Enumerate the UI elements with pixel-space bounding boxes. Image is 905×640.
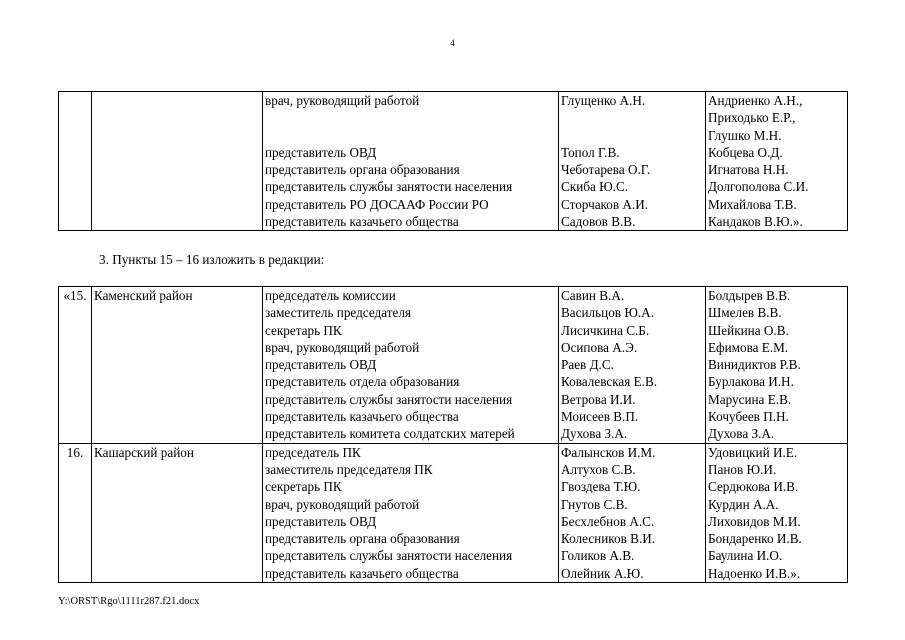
row-number: «15.: [63, 288, 87, 303]
role-line: представитель казачьего общества: [265, 565, 459, 581]
role-line: представитель службы занятости населения: [265, 548, 513, 564]
row-number-cell: [59, 443, 92, 582]
reserve-member-line: Михайлова Т.В.: [708, 196, 797, 212]
main-members-cell: [559, 443, 706, 582]
main-member-line: Моисеев В.П.: [561, 409, 639, 425]
role-line: председатель комиссии: [265, 288, 396, 303]
district-name: Каменский район: [94, 288, 193, 303]
reserve-members-cell: [706, 287, 848, 444]
main-member-line: Ковалевская Е.В.: [561, 374, 658, 390]
main-member-line: Лисичкина С.Б.: [561, 322, 650, 338]
main-member-line: Осипова А.Э.: [561, 339, 638, 355]
main-member-line: [561, 127, 705, 144]
district-name: Кашарский район: [94, 444, 194, 460]
role-line: врач, руководящий работой: [265, 496, 420, 512]
page-number: 4: [450, 38, 455, 48]
reserve-member-line: Игнатова Н.Н.: [708, 162, 789, 178]
roles-cell: [263, 443, 559, 582]
main-member-line: Гвоздева Т.Ю.: [561, 479, 641, 495]
role-line: заместитель председателя ПК: [265, 461, 433, 477]
commission-table-continued: [58, 91, 848, 231]
main-member-line: Садовов В.В.: [561, 214, 636, 230]
role-line: врач, руководящий работой: [265, 339, 420, 355]
main-member-line: [561, 109, 705, 126]
main-member-line: Бесхлебнов А.С.: [561, 513, 655, 529]
reserve-member-line: Марусина Е.В.: [708, 391, 792, 407]
roles-cell: [263, 92, 559, 231]
main-member-line: Савин В.А.: [561, 288, 625, 303]
district-cell: [92, 443, 263, 582]
reserve-member-line: Долгополова С.И.: [708, 179, 809, 195]
main-members-cell: [559, 92, 706, 231]
reserve-members-cell: [706, 92, 848, 231]
reserve-member-line: Сердюкова И.В.: [708, 479, 799, 495]
table-row: [59, 443, 848, 582]
main-member-line: Алтухов С.В.: [561, 461, 636, 477]
reserve-member-line: Кочубеев П.Н.: [708, 409, 789, 425]
reserve-member-line: Шейкина О.В.: [708, 322, 789, 338]
reserve-member-line: Духова З.А.: [708, 426, 775, 442]
reserve-member-line: Болдырев В.В.: [708, 288, 791, 303]
reserve-member-line: Удовицкий И.Е.: [708, 444, 798, 460]
role-line: представитель органа образования: [265, 162, 460, 178]
role-line: представитель службы занятости населения: [265, 391, 513, 407]
main-member-line: Колесников В.И.: [561, 531, 656, 547]
reserve-member-line: Курдин А.А.: [708, 496, 779, 512]
row-number-cell: [59, 92, 92, 231]
main-member-line: Топол Г.В.: [561, 144, 620, 160]
main-member-line: Фалынсков И.М.: [561, 444, 656, 460]
main-member-line: Сторчаков А.И.: [561, 196, 649, 212]
reserve-member-line: Кандаков В.Ю.».: [708, 214, 803, 230]
main-member-line: Олейник А.Ю.: [561, 565, 644, 581]
reserve-member-line: Бондаренко И.В.: [708, 531, 802, 547]
main-member-line: Глущенко А.Н.: [561, 93, 646, 108]
table-row: [59, 287, 848, 444]
role-line: представитель службы занятости населения: [265, 179, 513, 195]
reserve-member-line: Баулина И.О.: [708, 548, 783, 564]
reserve-member-line: Ефимова Е.М.: [708, 339, 789, 355]
role-line: представитель органа образования: [265, 531, 460, 547]
main-member-line: Раев Д.С.: [561, 357, 614, 373]
role-line: председатель ПК: [265, 444, 361, 460]
reserve-member-line: Надоенко И.В.».: [708, 565, 801, 581]
role-line: врач, руководящий работой: [265, 93, 420, 108]
role-line: [265, 109, 558, 126]
main-member-line: Гнутов С.В.: [561, 496, 628, 512]
role-line: представитель казачьего общества: [265, 214, 459, 230]
role-line: представитель отдела образования: [265, 374, 460, 390]
role-line: представитель РО ДОСААФ России РО: [265, 196, 489, 212]
commission-table-items-15-16: [58, 286, 848, 583]
main-member-line: Чеботарева О.Г.: [561, 162, 651, 178]
reserve-member-line: Лиховидов М.И.: [708, 513, 801, 529]
main-member-line: Васильцов Ю.А.: [561, 305, 655, 321]
row-number-cell: [59, 287, 92, 444]
reserve-member-line: Приходько Е.Р.,: [708, 110, 796, 126]
table2-body: [59, 287, 848, 583]
main-member-line: Ветрова И.И.: [561, 391, 636, 407]
reserve-members-cell: [706, 443, 848, 582]
table-row: [59, 92, 848, 231]
role-line: представитель комитета солдатских матерей: [265, 426, 515, 442]
reserve-member-line: Бурлакова И.Н.: [708, 374, 794, 390]
main-member-line: Голиков А.В.: [561, 548, 635, 564]
role-line: секретарь ПК: [265, 322, 342, 338]
amendment-instruction: 3. Пункты 15 – 16 изложить в редакции:: [99, 252, 325, 267]
district-cell: [92, 92, 263, 231]
role-line: представитель ОВД: [265, 513, 377, 529]
reserve-member-line: Панов Ю.И.: [708, 461, 777, 477]
district-cell: [92, 287, 263, 444]
reserve-member-line: Глушко М.Н.: [708, 127, 782, 143]
main-members-cell: [559, 287, 706, 444]
reserve-member-line: Шмелев В.В.: [708, 305, 782, 321]
roles-cell: [263, 287, 559, 444]
reserve-member-line: Винидиктов Р.В.: [708, 357, 801, 373]
file-path-footer: Y:\ORST\Rgo\1111r287.f21.docx: [58, 596, 200, 607]
role-line: представитель казачьего общества: [265, 409, 459, 425]
role-line: секретарь ПК: [265, 479, 342, 495]
table1-body: [59, 92, 848, 231]
reserve-member-line: Кобцева О.Д.: [708, 144, 783, 160]
role-line: [265, 127, 558, 144]
role-line: заместитель председателя: [265, 305, 411, 321]
row-number: 16.: [66, 444, 84, 460]
role-line: представитель ОВД: [265, 144, 377, 160]
role-line: представитель ОВД: [265, 357, 377, 373]
reserve-member-line: Андриенко А.Н.,: [708, 93, 803, 108]
main-member-line: Скиба Ю.С.: [561, 179, 629, 195]
main-member-line: Духова З.А.: [561, 426, 628, 442]
